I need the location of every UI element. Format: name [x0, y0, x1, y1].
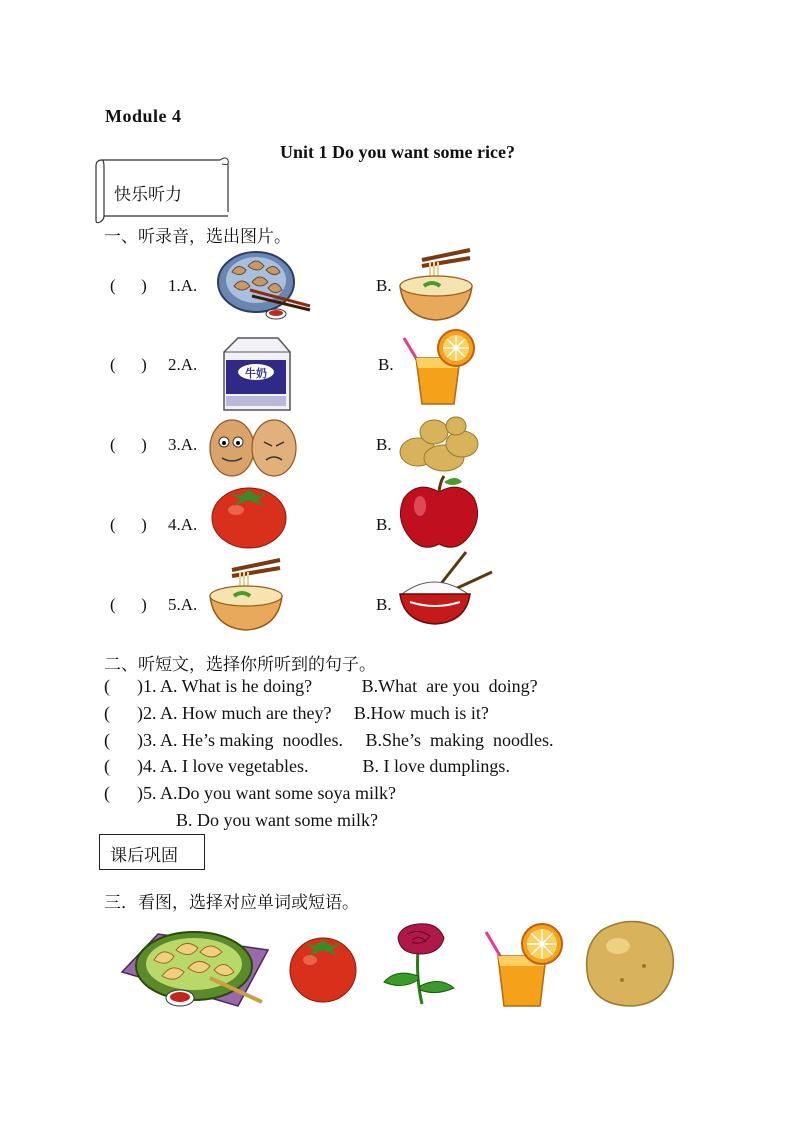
- eggs-icon: [208, 414, 298, 478]
- rose-icon: [378, 920, 460, 1006]
- answer-blank[interactable]: ( ): [110, 435, 147, 454]
- section3-title: 三．看图，选择对应单词或短语。: [104, 893, 359, 913]
- milk-carton-icon: [218, 334, 296, 414]
- section1-title: 一、听录音，选出图片。: [104, 227, 291, 247]
- unit-title: Unit 1 Do you want some rice?: [280, 142, 515, 162]
- after-class-label-box: [99, 834, 205, 870]
- option-b-label: B.: [376, 595, 392, 614]
- sentence-line-4: ( )4. A. I love vegetables. B. I love dumplings.: [104, 756, 510, 776]
- after-class-label: 课后巩固: [110, 846, 178, 866]
- question-number: 1.A.: [168, 276, 198, 295]
- milk-carton-text: 牛奶: [245, 367, 267, 380]
- question-number: 5.A.: [168, 595, 198, 614]
- dumplings-icon: [214, 248, 314, 324]
- listening-label: 快乐听力: [114, 185, 182, 205]
- option-b-label: B.: [376, 435, 392, 454]
- tomato-icon: [288, 926, 358, 1004]
- module-title: Module 4: [105, 106, 182, 126]
- rice-bowl-icon: [398, 550, 494, 628]
- question-number: 3.A.: [168, 435, 198, 454]
- apple-icon: [398, 474, 480, 550]
- sentence-line-3: ( )3. A. He’s making noodles. B.She’s making noodles.: [104, 730, 554, 750]
- answer-blank[interactable]: ( ): [110, 595, 147, 614]
- answer-blank[interactable]: ( ): [110, 355, 147, 374]
- dumplings-plate-icon: [118, 920, 270, 1010]
- sentence-line-5: ( )5. A.Do you want some soya milk?: [104, 783, 396, 803]
- sentence-line-2: ( )2. A. How much are they? B.How much is it?: [104, 703, 489, 723]
- sentence-line-1: ( )1. A. What is he doing? B.What are you doing?: [104, 676, 538, 696]
- option-b-label: B.: [376, 515, 392, 534]
- answer-blank[interactable]: ( ): [110, 276, 147, 295]
- listening-scroll-label: [94, 152, 230, 222]
- orange-juice-icon: [484, 922, 564, 1008]
- potato-icon: [582, 916, 678, 1008]
- noodles-icon: [398, 244, 474, 322]
- noodles-icon: [208, 554, 284, 632]
- question-number: 4.A.: [168, 515, 198, 534]
- tomato-icon: [210, 480, 288, 550]
- potatoes-icon: [398, 414, 482, 472]
- option-b-label: B.: [378, 355, 394, 374]
- question-number: 2.A.: [168, 355, 198, 374]
- orange-juice-icon: [402, 328, 478, 406]
- sentence-line-5b: B. Do you want some milk?: [104, 810, 378, 830]
- section2-title: 二、听短文，选择你所听到的句子。: [104, 655, 376, 675]
- answer-blank[interactable]: ( ): [110, 515, 147, 534]
- option-b-label: B.: [376, 276, 392, 295]
